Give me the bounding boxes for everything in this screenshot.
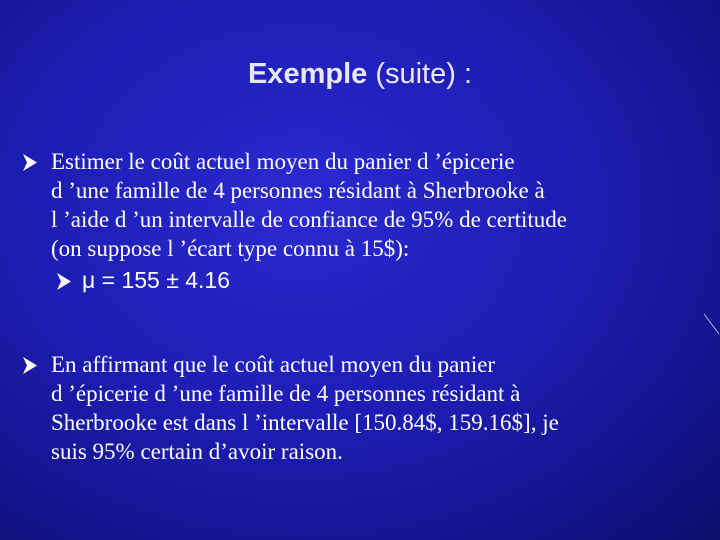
title-rest: (suite) : <box>367 58 473 90</box>
bullet-1-line-1: Estimer le coût actuel moyen du panier d ’épicerie <box>51 149 515 174</box>
arrowhead-bullet-icon <box>56 266 72 295</box>
decorative-line <box>700 300 720 340</box>
slide-title <box>0 58 720 91</box>
bullet-1-line-2: d ’une famille de 4 personnes résidant à Sherbrooke à <box>51 178 545 203</box>
bullet-2-line-1: En affirmant que le coût actuel moyen du panier <box>51 352 496 377</box>
bullet-1-line-3: l ’aide d ’un intervalle de confiance de 95% de certitude <box>51 207 567 232</box>
bullet-1-line-4: (on suppose l ’écart type connu à 15$): <box>51 236 410 261</box>
title-bold: Exemple <box>247 58 368 90</box>
bullet-2-line-2: d ’épicerie d ’une famille de 4 personnes résidant à <box>51 381 521 406</box>
arrowhead-bullet-icon <box>22 147 38 176</box>
bullet-2-line-4: suis 95% certain d’avoir raison. <box>51 439 343 464</box>
bullet-2-line-3: Sherbrooke est dans l ’intervalle [150.84$, 159.16$], je <box>51 410 559 435</box>
sub-bullet-text: μ = 155 ± 4.16 <box>82 267 231 293</box>
arrowhead-bullet-icon <box>22 350 38 379</box>
